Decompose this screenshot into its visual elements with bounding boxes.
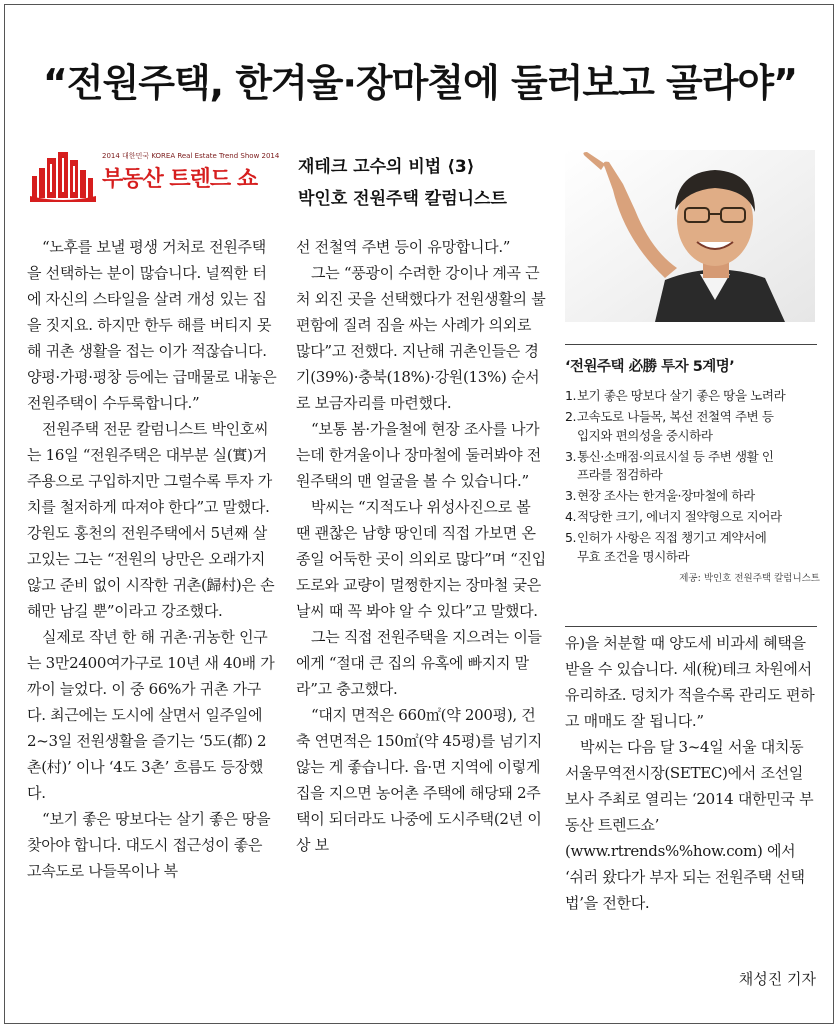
- article-column-2: [296, 234, 546, 858]
- list-item: 4.적당한 크기, 에너지 절약형으로 지어라: [565, 509, 782, 524]
- paragraph: “노후를 보낼 평생 거처로 전원주택을 선택하는 분이 많습니다. 널찍한 터에 자신의 스타일을 살려 개성 있는 집을 짓지요. 하지만 한두 해를 버티지 못해 귀촌 생활을 접는 이가 적잖습니다. 양평·가평·평창 등에는 급매물로 내놓은 전원주택이 수두룩합니다.”: [27, 238, 277, 412]
- logo-title: 부동산 트렌드 쇼: [102, 167, 258, 192]
- tips-sidebar: [565, 355, 820, 584]
- list-item: 3.현장 조사는 한겨울·장마철에 하라: [565, 488, 755, 503]
- paragraph: “보기 좋은 땅보다는 살기 좋은 땅을 찾아야 합니다. 대도시 접근성이 좋은 고속도로 나들목이나 복: [27, 810, 271, 880]
- trend-show-logo: [28, 146, 280, 204]
- sidebar-top-divider: [565, 344, 817, 345]
- sidebar-credit: 제공: 박인호 전원주택 칼럼니스트: [679, 573, 820, 584]
- paragraph: 그는 직접 전원주택을 지으려는 이들에게 “절대 큰 집의 유혹에 빠지지 말라”고 충고했다.: [296, 628, 542, 698]
- paragraph: 유)을 처분할 때 양도세 비과세 혜택을 받을 수 있습니다. 세(稅)테크 차원에서 유리하죠. 덩치가 적을수록 관리도 편하고 매매도 잘 됩니다.”: [565, 634, 815, 730]
- sidebar-bottom-divider: [565, 626, 817, 627]
- list-item: 1.보기 좋은 땅보다 살기 좋은 땅을 노려라: [565, 388, 786, 403]
- list-item: 3.통신·소매점·의료시설 등 주변 생활 인 프라를 점검하라: [565, 448, 774, 482]
- series-title: 재테크 고수의 비법 ⟨3⟩: [298, 157, 475, 177]
- article-column-3: [565, 630, 815, 916]
- paragraph: 그는 “풍광이 수려한 강이나 계곡 근처 외진 곳을 선택했다가 전원생활의 불편함에 질려 짐을 싸는 사례가 의외로 많다”고 전했다. 지난해 귀촌인들은 경기(39%)·충북(18%)·강원(13%) 순서로 보금자리를 마련했다.: [296, 264, 546, 412]
- article-column-1: [27, 234, 277, 884]
- byline: 박인호 전원주택 칼럼니스트: [298, 189, 507, 209]
- columnist-photo: [565, 150, 815, 322]
- paragraph: 박씨는 “지적도나 위성사진으로 볼 땐 괜찮은 남향 땅인데 직접 가보면 온종일 어둑한 곳이 의외로 많다”며 “진입 도로와 교량이 멀쩡한지는 장마철 궂은 날씨 때 꼭 봐야 알 수 있다”고 말했다.: [296, 498, 546, 620]
- paragraph: 전원주택 전문 칼럼니스트 박인호씨는 16일 “전원주택은 대부분 실(實)거주용으로 구입하지만 그럴수록 투자 가치를 철저하게 따져야 한다”고 말했다. 강원도 홍천의 전원주택에서 5년째 살고있는 그는 “전원의 낭만은 오래가지 않고 준비 없이 시작한 귀촌(歸村)은 손해만 남길 뿐”이라고 강조했다.: [27, 420, 275, 620]
- list-item: 5.인허가 사항은 직접 챙기고 계약서에 무효 조건을 명시하라: [565, 530, 767, 564]
- paragraph: 박씨는 다음 달 3~4일 서울 대치동 서울무역전시장(SETEC)에서 조선일보사 주최로 열리는 ‘2014 대한민국 부동산 트렌드쇼’ (www.rtrends%%how.com) 에서 ‘쉬러 왔다가 부자 되는 전원주택 선택법’을 전한다.: [565, 738, 814, 912]
- logo-subtitle: 2014 대한민국 KOREA Real Estate Trend Show 2014: [102, 152, 280, 160]
- building-skyline-icon: [28, 146, 98, 204]
- headline: “전원주택, 한겨울·장마철에 둘러보고 골라야”: [42, 61, 798, 105]
- paragraph: “보통 봄·가을철에 현장 조사를 나가는데 한겨울이나 장마철에 둘러봐야 전원주택의 맨 얼굴을 볼 수 있습니다.”: [296, 420, 541, 490]
- paragraph: 선 전철역 주변 등이 유망합니다.”: [296, 238, 511, 256]
- sidebar-title: ‘전원주택 必勝 투자 5계명’: [565, 359, 735, 375]
- paragraph: 실제로 작년 한 해 귀촌·귀농한 인구는 3만2400여가구로 10년 새 40배 가까이 늘었다. 이 중 66%가 귀촌 가구다. 최근에는 도시에 살면서 일주일에 2~3일 전원생활을 즐기는 ‘5도(都) 2촌(村)’ 이나 ‘4도 3촌’ 흐름도 등장했다.: [27, 628, 275, 802]
- list-item: 2.고속도로 나들목, 복선 전철역 주변 등 입지와 편의성을 중시하라: [565, 409, 774, 443]
- paragraph: “대지 면적은 660㎡(약 200평), 건축 연면적은 150㎡(약 45평)를 넘기지 않는 게 좋습니다. 읍·면 지역에 이렇게 집을 지으면 농어촌 주택에 해당돼 2주택이 되더라도 나중에 도시주택(2년 이상 보: [296, 706, 542, 854]
- tips-list: [565, 387, 820, 566]
- portrait-image-icon: [565, 150, 815, 322]
- reporter-name: 채성진 기자: [738, 970, 816, 988]
